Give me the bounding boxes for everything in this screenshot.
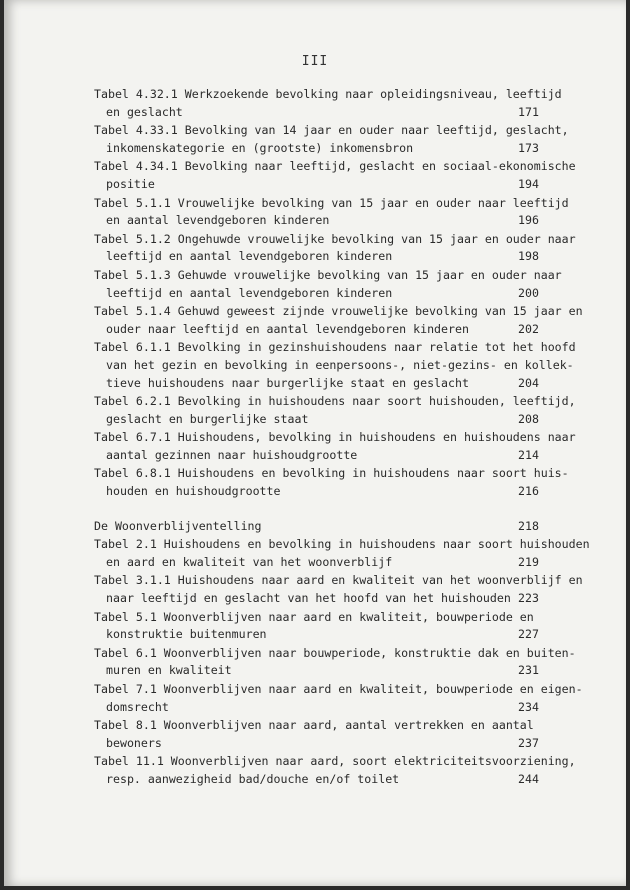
toc-entry-continuation: houden en huishoudgrootte bbox=[106, 484, 281, 499]
toc-entry-title: Tabel 6.8.1 Huishoudens en bevolking in huishoudens naar soort huis- bbox=[94, 466, 569, 481]
toc-entry-page-number: 173 bbox=[518, 140, 539, 155]
toc-entry bbox=[94, 645, 576, 680]
toc-entry-continuation: geslacht en burgerlijke staat bbox=[106, 411, 309, 426]
toc-entry-title: Tabel 5.1.3 Gehuwde vrouwelijke bevolking van 15 jaar en ouder naar bbox=[94, 267, 562, 282]
toc-entry-title: Tabel 5.1.4 Gehuwd geweest zijnde vrouwelijke bevolking van 15 jaar en bbox=[94, 304, 583, 319]
toc-entry-page-number: 200 bbox=[518, 285, 539, 300]
toc-entry-title: Tabel 4.33.1 Bevolking van 14 jaar en ouder naar leeftijd, geslacht, bbox=[94, 123, 569, 138]
toc-entry bbox=[94, 572, 583, 607]
toc-entry bbox=[94, 681, 583, 716]
toc-entry-page-number: 194 bbox=[518, 176, 539, 191]
toc-entry-page-number: 202 bbox=[518, 321, 539, 336]
toc-entry-continuation: muren en kwaliteit bbox=[106, 663, 232, 678]
toc-entry-continuation: bewoners bbox=[106, 735, 162, 750]
toc-entry-title: Tabel 5.1.2 Ongehuwde vrouwelijke bevolking van 15 jaar en ouder naar bbox=[94, 231, 576, 246]
toc-entry-page-number: 231 bbox=[518, 663, 539, 678]
toc-entry-page-number: 223 bbox=[518, 591, 539, 606]
toc-entry bbox=[94, 86, 562, 121]
toc-entry bbox=[94, 231, 576, 266]
section-page-number: 218 bbox=[518, 518, 539, 533]
toc-entry bbox=[94, 609, 539, 644]
toc-entry-page-number: 204 bbox=[518, 375, 539, 390]
toc-entry bbox=[94, 717, 539, 752]
toc-entry-title: Tabel 4.32.1 Werkzoekende bevolking naar opleidingsniveau, leeftijd bbox=[94, 87, 562, 101]
toc-entry bbox=[94, 429, 576, 464]
toc-entry-continuation: en aard en kwaliteit van het woonverblijf bbox=[106, 554, 393, 569]
toc-entry-page-number: 198 bbox=[518, 249, 539, 264]
toc-entry bbox=[94, 753, 576, 788]
toc-entry bbox=[94, 339, 576, 392]
toc-entry-continuation: leeftijd en aantal levendgeboren kinderen bbox=[106, 249, 393, 264]
document-page bbox=[4, 0, 626, 886]
toc-group-housing bbox=[94, 536, 590, 788]
toc-entry-continuation: domsrecht bbox=[106, 699, 169, 714]
toc-entry bbox=[94, 122, 569, 157]
toc-entry-page-number: 171 bbox=[518, 104, 539, 119]
toc-entry-continuation: konstruktie buitenmuren bbox=[106, 627, 267, 642]
toc-entry-continuation: resp. aanwezigheid bad/douche en/of toilet bbox=[106, 771, 400, 786]
table-of-contents bbox=[94, 86, 590, 790]
toc-entry-page-number: 196 bbox=[518, 213, 539, 228]
toc-entry-continuation: positie bbox=[106, 176, 155, 191]
toc-entry bbox=[94, 393, 576, 428]
toc-entry-page-number: 216 bbox=[518, 484, 539, 499]
toc-entry-title: Tabel 8.1 Woonverblijven naar aard, aantal vertrekken en aantal bbox=[94, 718, 534, 733]
toc-entry-continuation: tieve huishoudens naar burgerlijke staat en geslacht bbox=[106, 375, 469, 390]
toc-entry-title: Tabel 2.1 Huishoudens en bevolking in huishoudens naar soort huishouden bbox=[94, 537, 590, 552]
toc-entry-title: Tabel 4.34.1 Bevolking naar leeftijd, geslacht en sociaal-ekonomische bbox=[94, 159, 576, 174]
toc-entry-title: Tabel 6.1 Woonverblijven naar bouwperiode, konstruktie dak en buiten- bbox=[94, 645, 576, 660]
toc-entry-page-number: 208 bbox=[518, 411, 539, 426]
toc-entry-title: Tabel 6.7.1 Huishoudens, bevolking in huishoudens en huishoudens naar bbox=[94, 430, 576, 445]
toc-entry-page-number: 227 bbox=[518, 627, 539, 642]
toc-entry bbox=[94, 303, 583, 338]
toc-entry-title: Tabel 7.1 Woonverblijven naar aard en kwaliteit, bouwperiode en eigen- bbox=[94, 682, 583, 696]
toc-entry-continuation: aantal gezinnen naar huishoudgrootte bbox=[106, 447, 358, 462]
toc-entry bbox=[94, 536, 590, 571]
toc-entry-page-number: 244 bbox=[518, 771, 539, 786]
section-title: De Woonverblijventelling bbox=[94, 518, 262, 533]
toc-entry-continuation: ouder naar leeftijd en aantal levendgeboren kinderen bbox=[106, 321, 469, 336]
toc-entry-title: Tabel 6.1.1 Bevolking in gezinshuishoudens naar relatie tot het hoofd bbox=[94, 340, 576, 355]
toc-entry bbox=[94, 465, 569, 500]
toc-entry bbox=[94, 267, 562, 302]
toc-entry-continuation: van het gezin en bevolking in eenpersoons-, niet-gezins- en kollek- bbox=[106, 357, 574, 372]
toc-group-census bbox=[94, 86, 583, 501]
toc-entry-page-number: 234 bbox=[518, 699, 539, 714]
toc-entry bbox=[94, 158, 576, 193]
toc-entry-title: Tabel 5.1.1 Vrouwelijke bevolking van 15 jaar en ouder naar leeftijd bbox=[94, 195, 569, 210]
toc-entry-title: Tabel 6.2.1 Bevolking in huishoudens naar soort huishouden, leeftijd, bbox=[94, 394, 576, 409]
toc-entry-title: Tabel 11.1 Woonverblijven naar aard, soort elektriciteitsvoorziening, bbox=[94, 754, 576, 769]
toc-entry-page-number: 237 bbox=[518, 735, 539, 750]
toc-entry-continuation: naar leeftijd en geslacht van het hoofd van het huishouden bbox=[106, 591, 511, 606]
toc-entry-page-number: 214 bbox=[518, 447, 539, 462]
toc-entry-continuation: inkomenskategorie en (grootste) inkomensbron bbox=[106, 140, 414, 155]
toc-entry-title: Tabel 5.1 Woonverblijven naar aard en kwaliteit, bouwperiode en bbox=[94, 609, 534, 624]
page-number: III bbox=[301, 54, 329, 69]
toc-entry-continuation: en geslacht bbox=[106, 104, 183, 119]
toc-section-heading bbox=[94, 518, 539, 536]
toc-entry bbox=[94, 195, 569, 230]
toc-entry-title: Tabel 3.1.1 Huishoudens naar aard en kwaliteit van het woonverblijf en bbox=[94, 573, 583, 588]
toc-entry-continuation: leeftijd en aantal levendgeboren kinderen bbox=[106, 285, 393, 300]
toc-entry-page-number: 219 bbox=[518, 554, 539, 569]
toc-entry-continuation: en aantal levendgeboren kinderen bbox=[106, 213, 330, 228]
